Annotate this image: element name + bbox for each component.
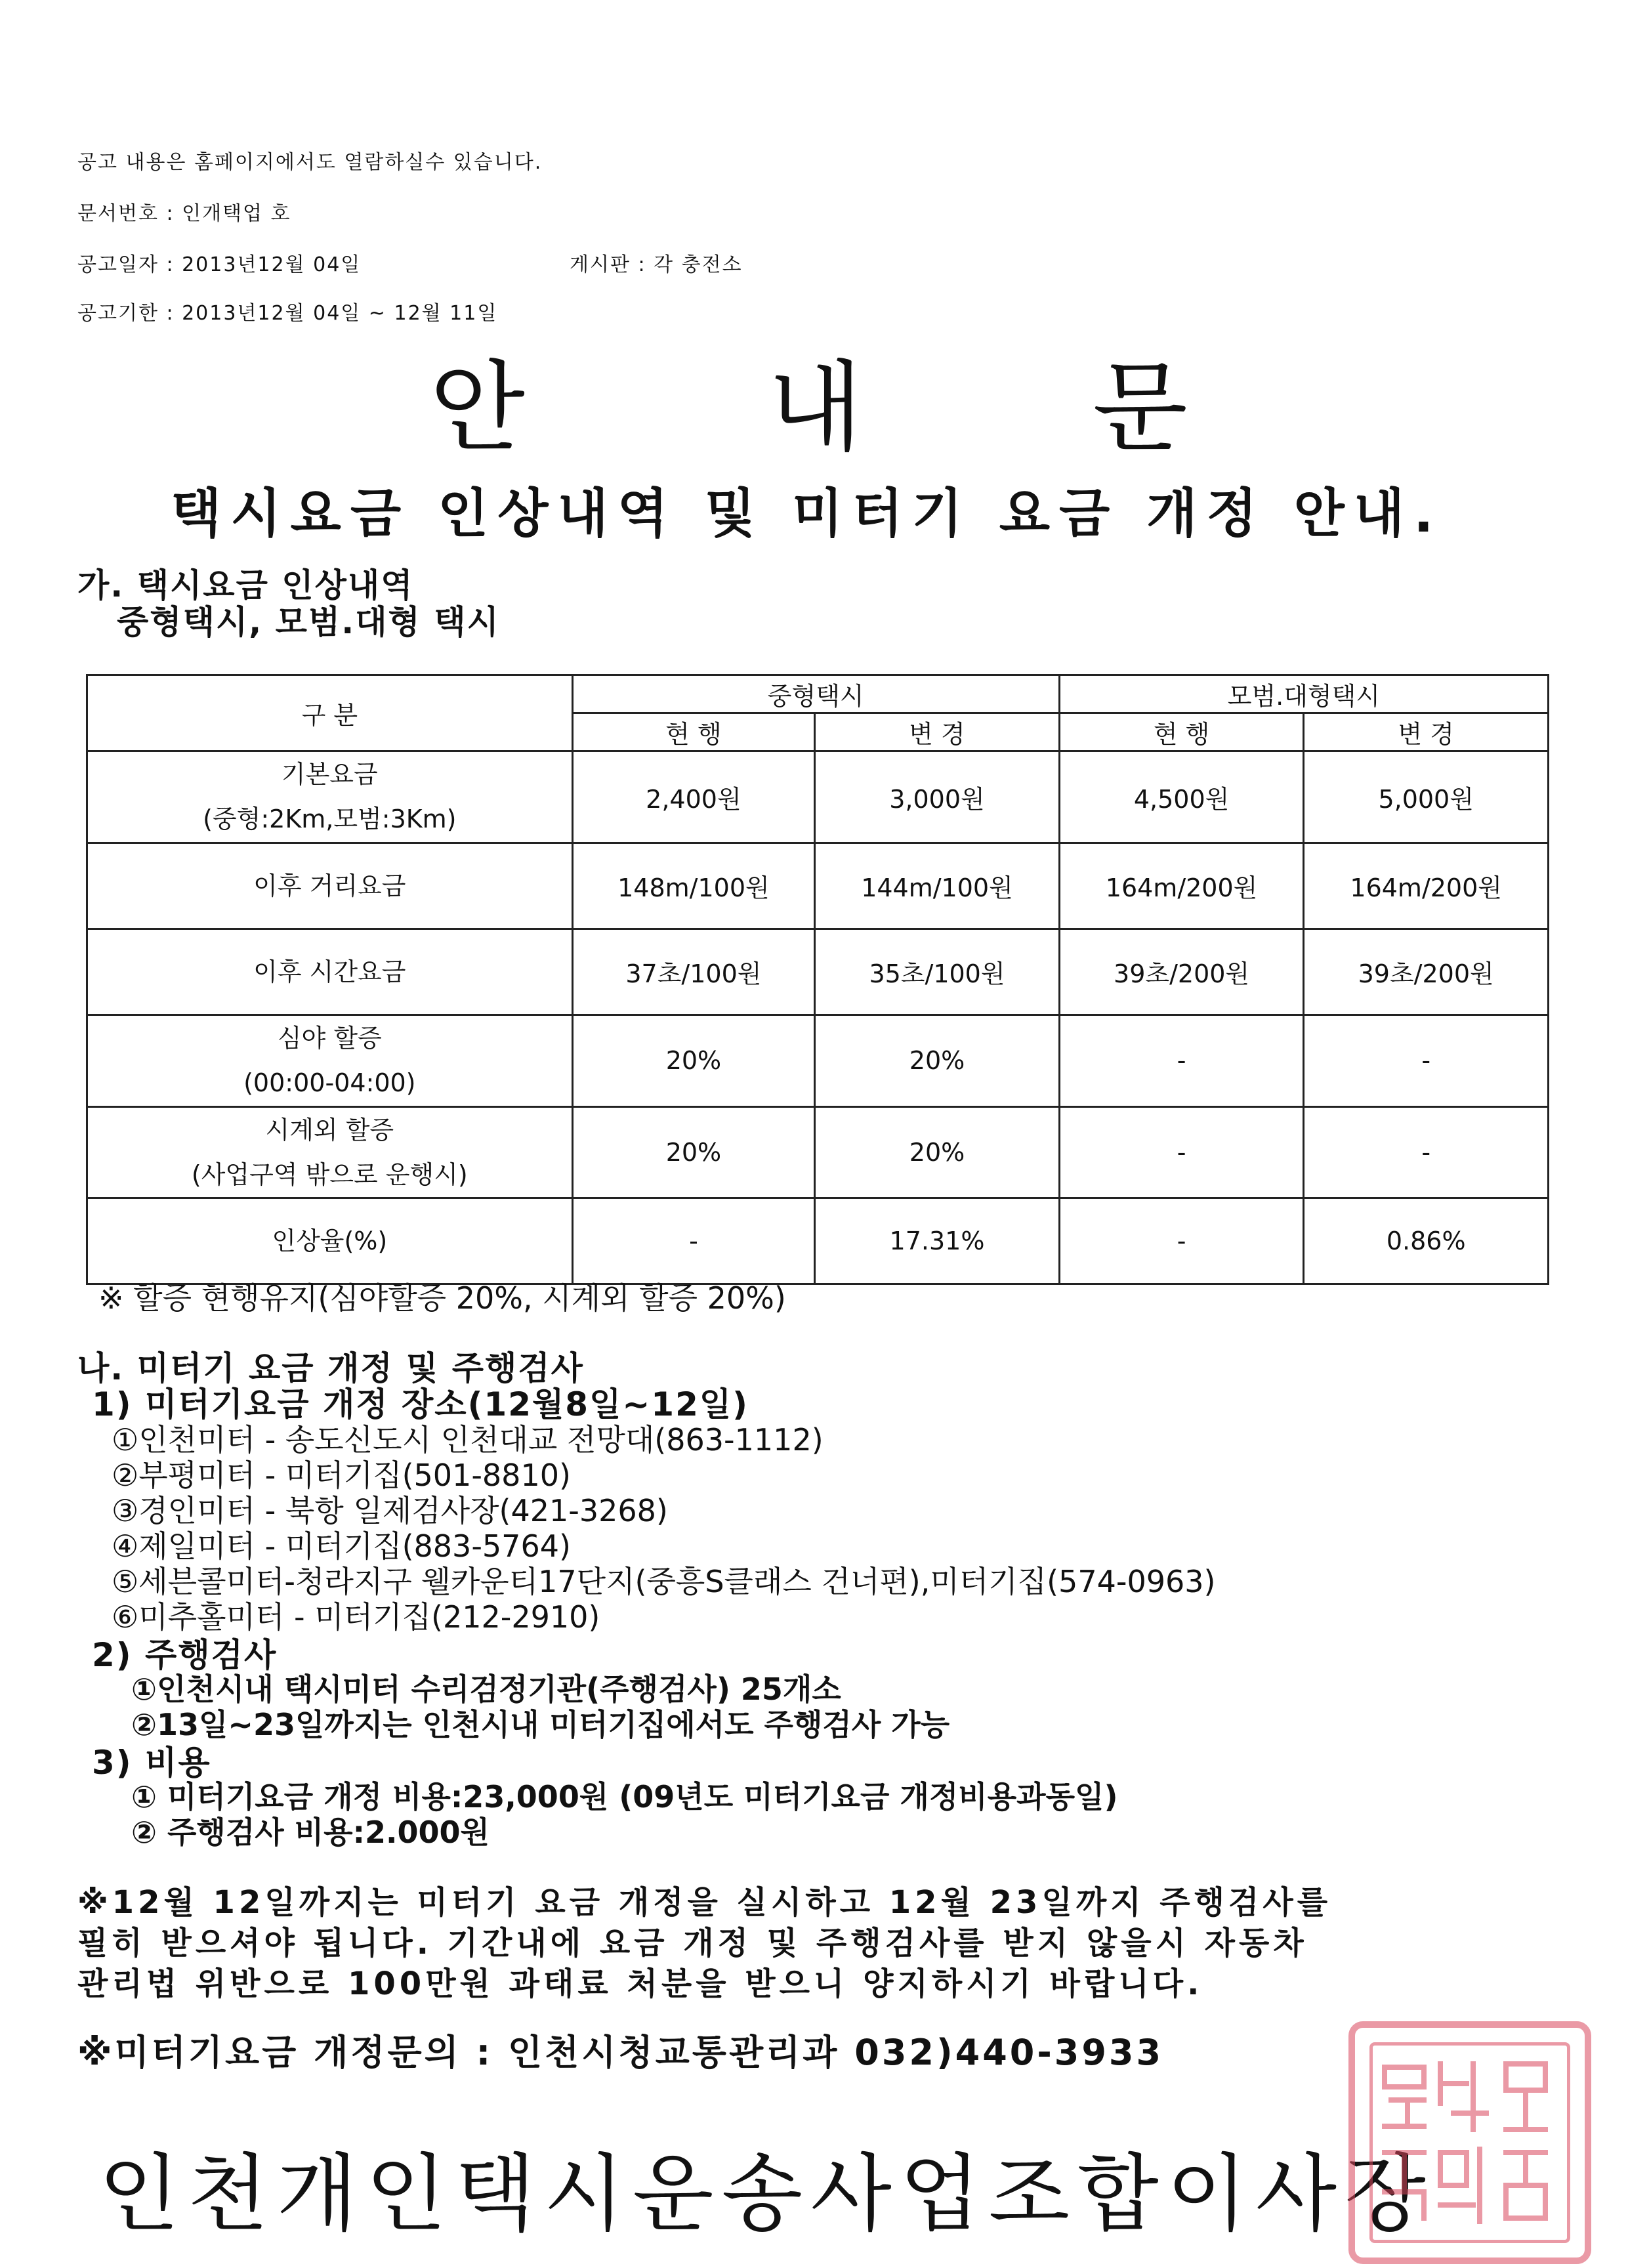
list-item: ②13일~23일까지는 인천시내 미터기집에서도 주행검사 가능	[131, 1707, 950, 1742]
table-cell: -	[572, 1198, 815, 1284]
list-item: ② 주행검사 비용:2.000원	[131, 1815, 490, 1850]
notice-line-2: 필히 받으셔야 됩니다. 기간내에 요금 개정 및 주행검사를 받지 않을시 자동차	[77, 1925, 1308, 1962]
table-cell: 35초/100원	[815, 929, 1060, 1015]
section-ga-heading: 가. 택시요금 인상내역	[77, 566, 414, 604]
table-cell: 37초/100원	[572, 929, 815, 1015]
fare-table	[86, 674, 1549, 1285]
section-na-heading: 나. 미터기 요금 개정 및 주행검사	[77, 1349, 584, 1387]
posting-period: 공고기한 : 2013년12월 04일 ~ 12월 11일	[77, 302, 498, 325]
table-cell: 148m/100원	[572, 843, 815, 929]
header-deluxe-taxi: 모범.대형택시	[1059, 675, 1548, 713]
table-row	[87, 843, 1549, 929]
table-cell: -	[1059, 1198, 1304, 1284]
posting-date: 공고일자 : 2013년12월 04일	[77, 253, 362, 276]
table-cell: 0.86%	[1304, 1198, 1549, 1284]
header-current: 현 행	[1059, 713, 1304, 751]
document-number: 문서번호 : 인개택업 호	[77, 202, 291, 225]
section-ga-subheading: 중형택시, 모범.대형 택시	[117, 603, 500, 641]
header-current: 현 행	[572, 713, 815, 751]
table-cell: 144m/100원	[815, 843, 1060, 929]
list-item: ③경인미터 - 북항 일제검사장(421-3268)	[112, 1493, 668, 1528]
section-na-sub1-heading: 1) 미터기요금 개정 장소(12월8일~12일)	[92, 1385, 749, 1423]
header-mid-taxi: 중형택시	[572, 675, 1059, 713]
page-title	[0, 328, 1628, 465]
homepage-notice: 공고 내용은 홈페이지에서도 열람하실수 있습니다.	[77, 151, 543, 174]
table-cell: -	[1059, 1106, 1304, 1198]
table-cell: 3,000원	[815, 751, 1060, 843]
table-cell: 39초/200원	[1059, 929, 1304, 1015]
table-cell: 39초/200원	[1304, 929, 1549, 1015]
header-changed: 변 경	[1304, 713, 1549, 751]
list-item: ⑤세븐콜미터-청라지구 웰카운티17단지(중흥S클래스 건너편),미터기집(574-0963)	[112, 1564, 1216, 1599]
list-item: ①인천미터 - 송도신도시 인천대교 전망대(863-1112)	[112, 1422, 824, 1458]
row-label: 이후 거리요금	[87, 843, 573, 929]
table-cell: 20%	[572, 1015, 815, 1106]
section-na-sub3-heading: 3) 비용	[92, 1744, 211, 1782]
table-cell: 20%	[572, 1106, 815, 1198]
title-char-2: 내	[768, 351, 863, 465]
table-cell: 20%	[815, 1015, 1060, 1106]
header-changed: 변 경	[815, 713, 1060, 751]
row-label: 인상율(%)	[87, 1198, 573, 1284]
table-cell: 164m/200원	[1304, 843, 1549, 929]
list-item: ④제일미터 - 미터기집(883-5764)	[112, 1528, 571, 1564]
bulletin-board: 게시판 : 각 충전소	[570, 253, 743, 276]
table-row	[87, 751, 1549, 843]
title-char-1: 안	[430, 351, 525, 465]
table-cell: 20%	[815, 1106, 1060, 1198]
section-na-sub2-heading: 2) 주행검사	[92, 1636, 278, 1674]
table-cell: -	[1059, 1015, 1304, 1106]
list-item: ⑥미추홀미터 - 미터기집(212-2910)	[112, 1599, 600, 1635]
table-row	[87, 1015, 1549, 1106]
contact-info: ※미터기요금 개정문의 : 인천시청교통관리과 032)440-3933	[77, 2032, 1164, 2073]
table-note: ※ 할증 현행유지(심야할증 20%, 시계외 할증 20%)	[98, 1280, 786, 1316]
row-label: 기본요금 (중형:2Km,모범:3Km)	[87, 751, 573, 843]
table-row	[87, 929, 1549, 1015]
row-label: 이후 시간요금	[87, 929, 573, 1015]
notice-line-1: ※12월 12일까지는 미터기 요금 개정을 실시하고 12월 23일까지 주행검사를	[77, 1884, 1332, 1921]
header-category: 구 분	[87, 675, 573, 751]
table-cell: 5,000원	[1304, 751, 1549, 843]
list-item: ① 미터기요금 개정 비용:23,000원 (09년도 미터기요금 개정비용과동일)	[131, 1779, 1118, 1815]
table-cell: 164m/200원	[1059, 843, 1304, 929]
table-row	[87, 1106, 1549, 1198]
page-subtitle: 택시요금 인상내역 및 미터기 요금 개정 안내.	[171, 483, 1443, 544]
title-char-3: 문	[1093, 351, 1188, 465]
row-label: 심야 할증 (00:00-04:00)	[87, 1015, 573, 1106]
signer-name: 인천개인택시운송사업조합이사장	[98, 2145, 1434, 2243]
table-cell: 4,500원	[1059, 751, 1304, 843]
table-cell: 2,400원	[572, 751, 815, 843]
table-cell: -	[1304, 1106, 1549, 1198]
notice-line-3: 관리법 위반으로 100만원 과태료 처분을 받으니 양지하시기 바랍니다.	[77, 1965, 1203, 2002]
official-seal-stamp	[1348, 2021, 1591, 2264]
list-item: ①인천시내 택시미터 수리검정기관(주행검사) 25개소	[131, 1671, 841, 1707]
table-cell: -	[1304, 1015, 1549, 1106]
list-item: ②부평미터 - 미터기집(501-8810)	[112, 1458, 571, 1493]
table-cell: 17.31%	[815, 1198, 1060, 1284]
table-row	[87, 1198, 1549, 1284]
row-label: 시계외 할증 (사업구역 밖으로 운행시)	[87, 1106, 573, 1198]
